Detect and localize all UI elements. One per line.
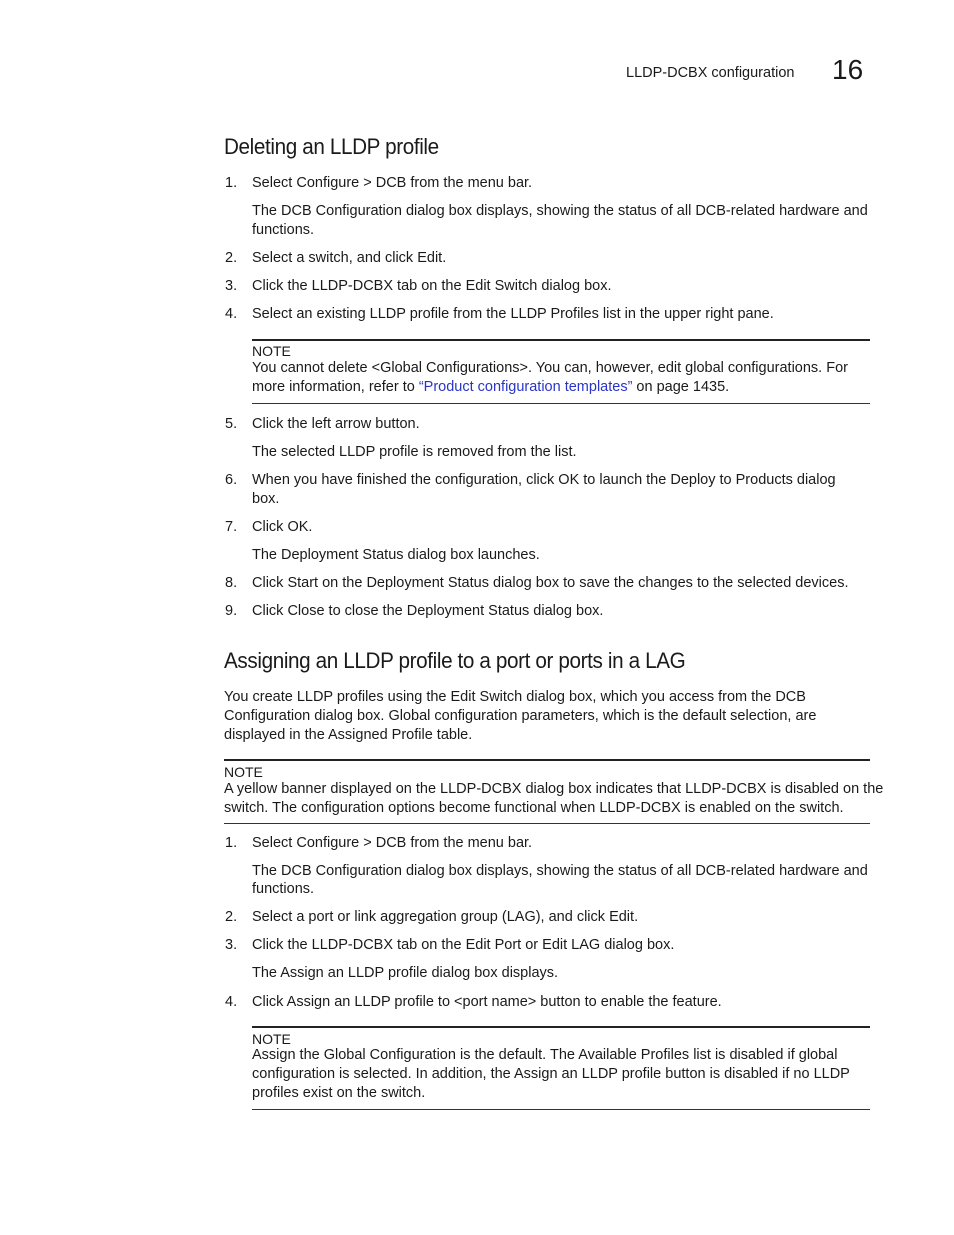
ui-term: Deployment Status xyxy=(406,603,530,619)
step-text: Select a port or link aggregation group (LAG), and click Edit. xyxy=(252,909,639,925)
step-number: 3. xyxy=(225,278,238,294)
ui-term: Deploy to Products xyxy=(670,472,793,488)
note-top-rule xyxy=(252,339,870,341)
ui-term: Assign an LLDP profile xyxy=(280,965,428,981)
step-text: Click Assign an LLDP profile to <port name> button to enable the feature. xyxy=(252,994,722,1010)
step-text: Click OK. xyxy=(252,519,313,535)
ui-term: DCB Configuration xyxy=(281,203,402,219)
step-text: Click the LLDP-DCBX tab on the Edit Port or Edit LAG dialog box. xyxy=(252,937,675,953)
note-bottom-rule xyxy=(224,823,870,824)
ui-term: Close xyxy=(287,603,325,619)
step-result: The Deployment Status dialog box launches. xyxy=(252,547,540,563)
ui-term: LLDP Profiles xyxy=(510,306,599,322)
step-number: 3. xyxy=(225,937,238,953)
step-number: 8. xyxy=(225,575,238,591)
step-result: The Assign an LLDP profile dialog box displays. xyxy=(252,965,559,981)
step-text: Select a switch, and click Edit. xyxy=(252,250,447,266)
note-text: more information, refer to “Product configuration templates” on page 1435. xyxy=(252,379,730,395)
step-text: Select Configure > DCB from the menu bar. xyxy=(252,175,533,191)
step-number: 4. xyxy=(225,994,238,1010)
step-result: The DCB Configuration dialog box displays, showing the status of all DCB-related hardware and xyxy=(252,863,868,879)
note-text: profiles exist on the switch. xyxy=(252,1085,426,1101)
note-text: A yellow banner displayed on the LLDP-DCBX dialog box indicates that LLDP-DCBX is disabled on the xyxy=(224,781,884,797)
ui-term: OK xyxy=(558,472,580,488)
step-number: 2. xyxy=(225,250,238,266)
intro-text: You create LLDP profiles using the Edit Switch dialog box, which you access from the DCB xyxy=(224,689,806,705)
note-text: switch. The configuration options become functional when LLDP-DCBX is enabled on the switch. xyxy=(224,800,844,816)
step-number: 4. xyxy=(225,306,238,322)
ui-term: Assign an LLDP profile xyxy=(513,1066,662,1082)
step-number: 7. xyxy=(225,519,238,535)
ui-term: Configuration xyxy=(224,708,311,724)
step-number: 9. xyxy=(225,603,238,619)
note-top-rule xyxy=(252,1026,870,1028)
note-bottom-rule xyxy=(252,1109,870,1110)
note-top-rule xyxy=(224,759,870,761)
step-number: 6. xyxy=(225,472,238,488)
note-text: You cannot delete <Global Configurations>. You can, however, edit global configurations. For xyxy=(252,360,848,376)
ui-term: DCB Configuration xyxy=(281,863,402,879)
note-label: NOTE xyxy=(252,343,291,359)
step-result-cont: functions. xyxy=(252,881,315,897)
step-text: Click Close to close the Deployment Status dialog box. xyxy=(252,603,604,619)
ui-term: Start xyxy=(287,575,319,591)
intro-text: displayed in the Assigned Profile table. xyxy=(224,727,473,743)
ui-term: Available Profiles xyxy=(578,1047,690,1063)
step-number: 1. xyxy=(225,175,238,191)
step-text: Select Configure > DCB from the menu bar. xyxy=(252,835,533,851)
section-heading-deleting: Deleting an LLDP profile xyxy=(224,134,439,159)
ui-term: Edit xyxy=(417,250,443,266)
ui-term: Configure > DCB xyxy=(296,835,407,851)
ui-term: LLDP-DCBX xyxy=(311,937,394,953)
ui-term: Assign an LLDP profile to <port name> xyxy=(286,994,537,1010)
note-text: Assign the Global Configuration is the default. The Available Profiles list is disabled if global xyxy=(252,1047,838,1063)
step-result-cont: functions. xyxy=(252,222,315,238)
ui-term: Edit LAG xyxy=(542,937,601,953)
ui-term: OK xyxy=(287,519,309,535)
step-text: Click the LLDP-DCBX tab on the Edit Switch dialog box. xyxy=(252,278,612,294)
step-number: 1. xyxy=(225,835,238,851)
note-label: NOTE xyxy=(224,764,263,780)
step-text: Click the left arrow button. xyxy=(252,416,420,432)
step-result: The DCB Configuration dialog box displays, showing the status of all DCB-related hardware and xyxy=(252,203,868,219)
ui-term: LLDP-DCBX xyxy=(311,278,394,294)
ui-term: DCB xyxy=(775,689,806,705)
ui-term: Edit Switch xyxy=(450,689,523,705)
section-heading-assigning: Assigning an LLDP profile to a port or ports in a LAG xyxy=(224,648,686,673)
ui-term: Configure > DCB xyxy=(296,175,407,191)
ui-term: Deployment Status xyxy=(281,547,404,563)
ui-term: LLDP-DCBX xyxy=(440,781,522,797)
step-number: 2. xyxy=(225,909,238,925)
ui-term: Assign the Global Configuration xyxy=(252,1047,456,1063)
step-text: Click Start on the Deployment Status dialog box to save the changes to the selected devices. xyxy=(252,575,849,591)
intro-text: Configuration dialog box. Global configuration parameters, which is the default selection, are xyxy=(224,708,817,724)
note-text: configuration is selected. In addition, the Assign an LLDP profile button is disabled if no LLDP xyxy=(252,1066,850,1082)
note-label: NOTE xyxy=(252,1031,291,1047)
step-number: 5. xyxy=(225,416,238,432)
cross-reference-link[interactable]: “Product configuration templates” xyxy=(418,379,633,395)
step-text-cont: box. xyxy=(252,491,280,507)
running-header: LLDP-DCBX configuration xyxy=(626,65,795,81)
step-result: The selected LLDP profile is removed from the list. xyxy=(252,444,577,460)
step-text: Select an existing LLDP profile from the LLDP Profiles list in the upper right pane. xyxy=(252,306,774,322)
step-text: When you have finished the configuration, click OK to launch the Deploy to Products dialog xyxy=(252,472,836,488)
note-bottom-rule xyxy=(252,403,870,404)
ui-term: Edit Port xyxy=(465,937,522,953)
chapter-number: 16 xyxy=(832,54,864,85)
ui-term: Edit xyxy=(609,909,635,925)
ui-term: Deployment Status xyxy=(366,575,489,591)
ui-term: Edit Switch xyxy=(465,278,538,294)
